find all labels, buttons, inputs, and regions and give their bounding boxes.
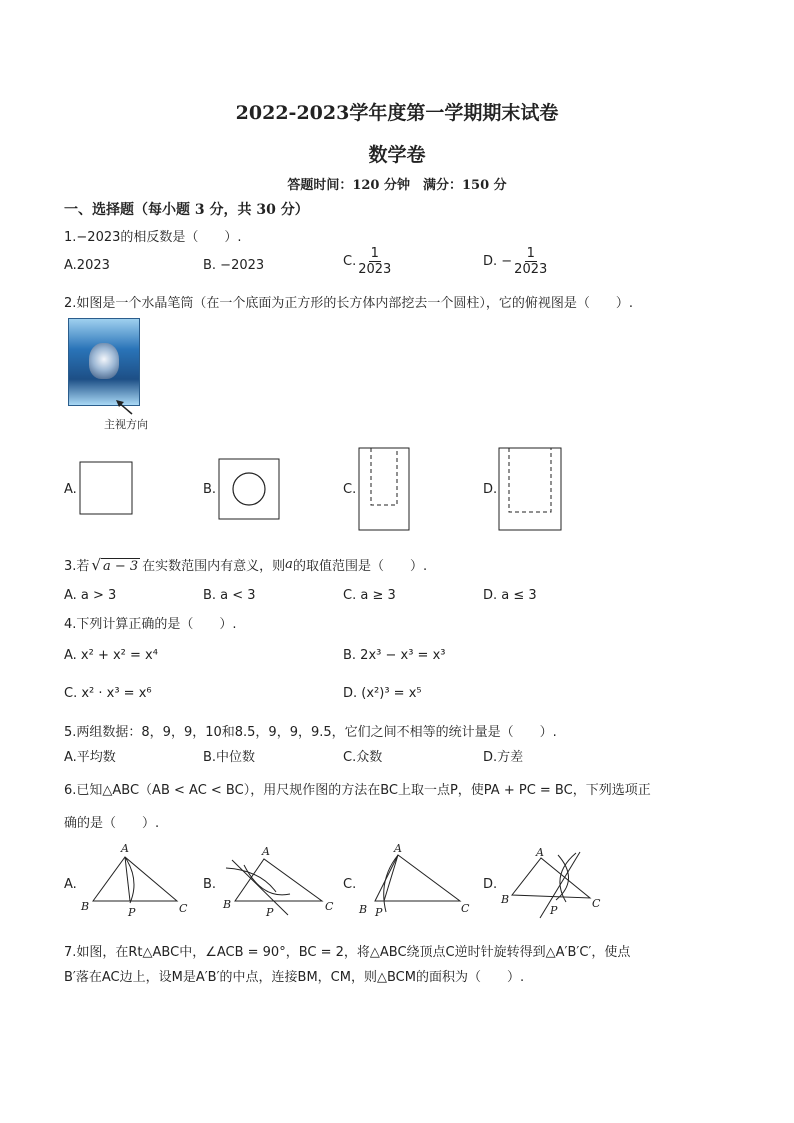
question-5-stem: 5.两组数据：8，9，9，10和8.5，9，9，9.5，它们之间不相等的统计量是（ ）. <box>64 725 557 740</box>
q1-option-b: B. −2023 <box>203 258 265 273</box>
fig-d-label-P: P <box>550 904 558 917</box>
section-heading: 一、选择题（每小题 3 分，共 30 分） <box>64 202 309 218</box>
fig-c-label-C: C <box>461 902 470 915</box>
q3-option-c: C. a ≥ 3 <box>343 588 396 603</box>
q5-option-a: A.平均数 <box>64 750 116 765</box>
fig-a-label-A: A <box>121 842 129 855</box>
q6-option-b-label: B. <box>203 877 217 892</box>
triangle-d-outline <box>512 858 590 898</box>
triangle-c <box>375 855 460 912</box>
fig-d-label-B: B <box>501 893 510 906</box>
fig-c-label-B: B <box>359 903 368 916</box>
sqrt-radicand: a − 3 <box>102 558 139 574</box>
fig-a-label-P: P <box>128 906 136 919</box>
triangle-b-arc-1 <box>226 868 276 892</box>
q3-stem-post: 在实数范围内有意义，则 <box>142 559 286 574</box>
q6-option-a-label: A. <box>64 877 77 892</box>
q2-option-a-label: A. <box>64 482 77 497</box>
fig-d-label-A: A <box>536 846 544 859</box>
fig-b-label-A: A <box>262 845 270 858</box>
question-6-stem-line2: 确的是（ ）. <box>64 816 160 831</box>
fig-a-label-B: B <box>81 900 90 913</box>
fig-b-label-B: B <box>223 898 232 911</box>
q1-option-d-label: D. − <box>483 254 513 269</box>
q4-option-b: B. 2x³ − x³ = x³ <box>343 648 446 663</box>
fig-c-label-P: P <box>375 906 383 919</box>
sqrt-icon: √ <box>91 555 101 574</box>
q2-option-d-label: D. <box>483 482 498 497</box>
q4-option-d: D. (x²)³ = x⁵ <box>343 686 422 701</box>
exam-info: 答题时间：120 分钟 满分：150 分 <box>287 178 507 193</box>
question-6-stem-line1: 6.已知△ABC（AB < AC < BC），用尺规作图的方法在BC上取一点P，使PA + PC = BC，下列选项正 <box>64 783 651 798</box>
q3-variable: a <box>285 557 293 572</box>
question-1-stem: 1.−2023的相反数是（ ）. <box>64 230 242 245</box>
exam-title: 2022-2023学年度第一学期期末试卷 <box>235 102 559 124</box>
fig-b-label-C: C <box>325 900 334 913</box>
question-2-stem: 2.如图是一个水晶笔筒（在一个底面为正方形的长方体内部挖去一个圆柱），它的俯视图是（ ）. <box>64 296 634 311</box>
q5-option-d: D.方差 <box>483 750 524 765</box>
triangle-c-outline <box>375 855 460 901</box>
q6-option-c-label: C. <box>343 877 357 892</box>
q3-stem-end: 的取值范围是（ ）. <box>292 559 428 574</box>
exam-subtitle: 数学卷 <box>368 144 426 166</box>
fig-c-label-A: A <box>394 842 402 855</box>
question-4-stem: 4.下列计算正确的是（ ）. <box>64 617 237 632</box>
q3-option-d: D. a ≤ 3 <box>483 588 537 603</box>
fig-a-label-C: C <box>179 902 188 915</box>
q2-option-c-label: C. <box>343 482 357 497</box>
fraction-numerator: 1 <box>370 246 379 261</box>
q6-option-d-label: D. <box>483 877 498 892</box>
question-7-stem-line1: 7.如图，在Rt△ABC中，∠ACB = 90°，BC = 2，将△ABC绕顶点C逆时针旋转得到△A′B′C′，使点 <box>64 945 631 960</box>
photo-caption: 主视方向 <box>104 418 148 431</box>
triangle-a-outline <box>93 857 177 901</box>
triangle-b <box>226 859 322 915</box>
triangle-b-bisector <box>232 860 288 915</box>
question-7-stem-line2: B′落在AC边上，设M是A′B′的中点，连接BM，CM，则△BCM的面积为（ ）. <box>64 970 525 985</box>
q2-option-b-label: B. <box>203 482 217 497</box>
fig-b-label-P: P <box>266 906 274 919</box>
triangle-b-arc-2 <box>244 865 290 895</box>
q4-option-a: A. x² + x² = x⁴ <box>64 648 158 663</box>
fraction-denominator: 2023 <box>358 262 392 277</box>
q5-option-b: B.中位数 <box>203 750 256 765</box>
q1-option-c-label: C. <box>343 254 357 269</box>
q1-option-a: A.2023 <box>64 258 110 273</box>
fraction-denominator: 2023 <box>514 262 548 277</box>
fig-d-label-C: C <box>592 897 601 910</box>
q4-option-c: C. x² · x³ = x⁶ <box>64 686 152 701</box>
fraction-numerator: 1 <box>526 246 535 261</box>
q3-option-a: A. a > 3 <box>64 588 117 603</box>
triangle-a <box>93 857 177 903</box>
q3-option-b: B. a < 3 <box>203 588 256 603</box>
q5-option-c: C.众数 <box>343 750 383 765</box>
q3-stem-pre: 3.若 <box>64 559 90 574</box>
